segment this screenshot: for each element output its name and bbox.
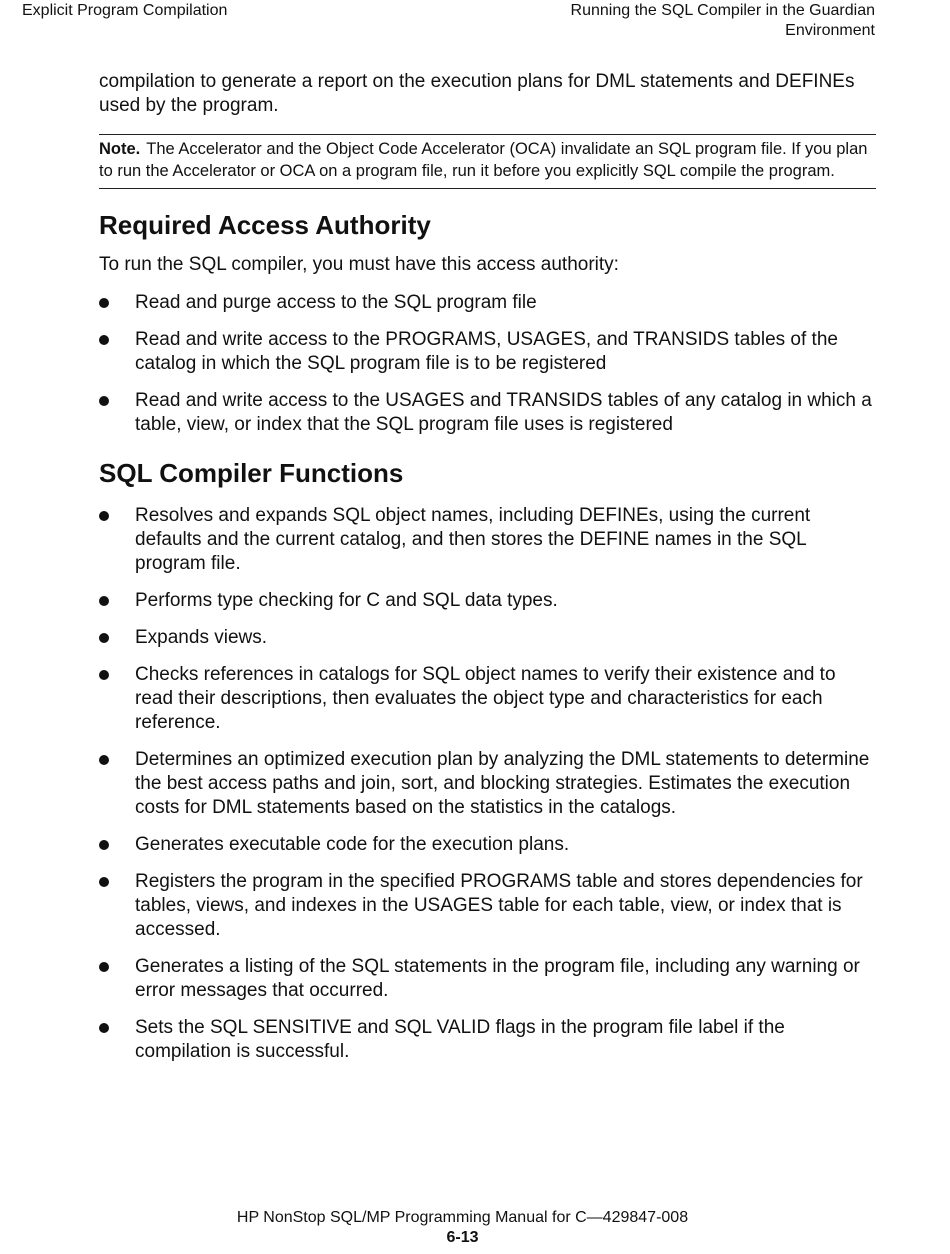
running-header-left: Explicit Program Compilation bbox=[22, 2, 228, 19]
page-number: 6-13 bbox=[446, 1229, 479, 1246]
list-item bbox=[99, 389, 876, 437]
compiler-functions-list bbox=[99, 504, 876, 1064]
bullet-icon bbox=[99, 633, 109, 643]
section-heading-access-authority: Required Access Authority bbox=[99, 210, 431, 240]
access-intro-text: To run the SQL compiler, you must have this access authority: bbox=[99, 254, 619, 275]
bullet-icon bbox=[99, 670, 109, 680]
list-item bbox=[99, 663, 876, 735]
list-item bbox=[99, 748, 876, 820]
bullet-icon bbox=[99, 596, 109, 606]
list-item bbox=[99, 626, 876, 650]
bullet-icon bbox=[99, 396, 109, 406]
running-header-right bbox=[571, 1, 875, 41]
list-item bbox=[99, 328, 876, 376]
list-item bbox=[99, 504, 876, 576]
list-item bbox=[99, 870, 876, 942]
list-item-text: Read and write access to the USAGES and TRANSIDS tables of any catalog in which a table, view, or index that the SQL program file uses is registered bbox=[135, 390, 872, 435]
list-item-text: Read and purge access to the SQL program file bbox=[135, 292, 537, 313]
list-item bbox=[99, 833, 876, 857]
list-item-text: Generates executable code for the execution plans. bbox=[135, 834, 570, 855]
bullet-icon bbox=[99, 962, 109, 972]
bullet-icon bbox=[99, 1023, 109, 1033]
list-item-text: Determines an optimized execution plan by analyzing the DML statements to determine the best access paths and join, sort, and blocking strategies. Estimates the execution costs for DML statements based on the statistics in the catalogs. bbox=[135, 749, 870, 818]
page-content bbox=[99, 70, 876, 1077]
bullet-icon bbox=[99, 511, 109, 521]
list-item-text: Performs type checking for C and SQL data types. bbox=[135, 590, 558, 611]
list-item bbox=[99, 955, 876, 1003]
running-header-right-line2: Environment bbox=[785, 22, 875, 39]
note-box bbox=[99, 134, 876, 189]
list-item-text: Registers the program in the specified PROGRAMS table and stores dependencies for tables, views, and indexes in the USAGES table for each table, view, or index that is accessed. bbox=[135, 871, 863, 940]
list-item-text: Read and write access to the PROGRAMS, USAGES, and TRANSIDS tables of the catalog in which the SQL program file is to be registered bbox=[135, 329, 838, 374]
list-item-text: Generates a listing of the SQL statements in the program file, including any warning or error messages that occurred. bbox=[135, 956, 860, 1001]
bullet-icon bbox=[99, 335, 109, 345]
list-item bbox=[99, 291, 876, 315]
list-item-text: Checks references in catalogs for SQL object names to verify their existence and to read their descriptions, then evaluates the object type and characteristics for each reference. bbox=[135, 664, 836, 733]
bullet-icon bbox=[99, 840, 109, 850]
bullet-icon bbox=[99, 877, 109, 887]
page-footer bbox=[0, 1208, 925, 1248]
list-item bbox=[99, 589, 876, 613]
list-item-text: Expands views. bbox=[135, 627, 268, 648]
footer-manual-title: HP NonStop SQL/MP Programming Manual for C—429847-008 bbox=[236, 1209, 689, 1226]
note-text: The Accelerator and the Object Code Accelerator (OCA) invalidate an SQL program file. If you plan to run the Accelerator or OCA on a program file, run it before you explicitly SQL compile the program. bbox=[99, 140, 868, 180]
continuation-paragraph: compilation to generate a report on the execution plans for DML statements and DEFINEs used by the program. bbox=[99, 71, 855, 116]
list-item-text: Resolves and expands SQL object names, including DEFINEs, using the current defaults and the current catalog, and then stores the DEFINE names in the SQL program file. bbox=[135, 505, 811, 574]
bullet-icon bbox=[99, 298, 109, 308]
access-authority-list bbox=[99, 291, 876, 437]
list-item-text: Sets the SQL SENSITIVE and SQL VALID flags in the program file label if the compilation is successful. bbox=[135, 1017, 785, 1062]
list-item bbox=[99, 1016, 876, 1064]
note-label: Note. bbox=[99, 140, 141, 158]
bullet-icon bbox=[99, 755, 109, 765]
section-heading-compiler-functions: SQL Compiler Functions bbox=[99, 458, 404, 488]
running-header-right-line1: Running the SQL Compiler in the Guardian bbox=[570, 2, 875, 19]
